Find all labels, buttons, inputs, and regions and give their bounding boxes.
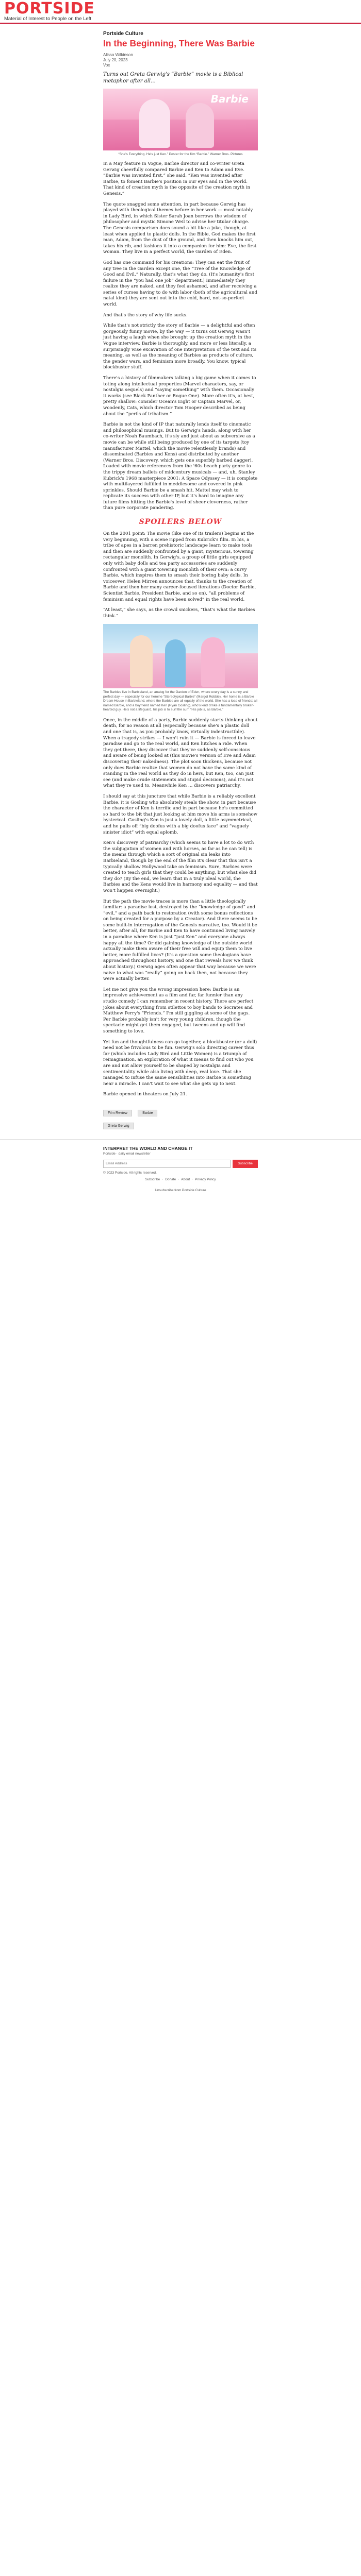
article-paragraph: God has one command for his creations: They can eat the fruit of any tree in the Garden except one, the “Tree of the Knowledge of Good and Evil.” Naturally, that's what they do. (It's humanity's first failure in the “you had one job” department.) Immediately they realize they are naked, and they feel ashamed, and after receiving a series of curses having to do with labor (both of the agricultural and natal kind) they are sent out into the cold, hard, not-so-perfect world. [103, 260, 257, 308]
article-title[interactable]: In the Beginning, There Was Barbie [103, 38, 255, 48]
source-label: Vox [103, 63, 110, 67]
footer-link-privacy[interactable]: Privacy Policy [195, 1177, 216, 1181]
article-paragraph: The quote snagged some attention, in part because Gerwig has played with theological themes before in her work — most notably in Lady Bird, in which Sister Sarah Joan borrows the wisdom of philosopher and mystic Simone Weil to advise her titular charge. The Genesis comparison does sound a bit like a joke, though, at least when applied to plastic dolls. In the Bible, God makes the first man, Adam, from the dust of the ground, and then knocks him out, takes his rib, and fashions it into a companion for him: Eve, the first woman. They live in a perfect world, the Garden of Eden. [103, 201, 257, 255]
newsletter-subtitle: Portside · daily email newsletter [103, 1151, 151, 1156]
tagline: Material of Interest to People on the Left [4, 16, 91, 22]
tag-list [103, 1106, 258, 1132]
article-paragraph: But the path the movie traces is more than a little theologically familiar: a paradise lost, destroyed by the “knowledge of good” and “evil,” and a path back to restoration (with some bonus reflections on being created for a purpose by a Creator). And there seems to be some built-in interrogation of the Genesis narrative, too. Would it be better, after all, for Barbie and Ken to have continued living naively in a paradise where Ken is just “just Ken” and everyone always happy all the time? Or did gaining knowledge of the outside world actually make them aware of their free will and equip them to live better, more fulfilled lives? (It's a question some theologians have approached throughout history, and one that reveals how we think about history.) Gerwig ages often appear that way because we were naive to what was “really” going on back then, not because they were actually better. [103, 899, 257, 982]
article-paragraph: “At least,” she says, as the crowd snickers, “that's what the Barbies think.” [103, 607, 255, 619]
article-paragraph: On the 2001 point: The movie (like one of its trailers) begins at the very beginning, with a scene ripped from Kubrick's film. In his, a tribe of apes in a barren prehistoric landscape learn to make tools and then are suddenly confronted by a giant, mysterious, towering rectangular monolith. In Gerwig's, a group of little girls equipped only with baby dolls and tea party accessories are suddenly confronted with a giant towering monolith of their own: a curvy Barbie, which inspires them to smash their boring baby dolls. In voiceover, Helen Mirren announces that, thanks to the creation of Barbie and then her many career-focused iterations (Doctor Barbie, Scientist Barbie, President Barbie, and so on), “all problems of feminism and equal rights have been solved” in the real world. [103, 531, 256, 602]
subscribe-button[interactable]: Subscribe [233, 1160, 258, 1168]
tag-film-review[interactable]: Film Review [103, 1110, 132, 1116]
author: Alissa Wilkinson [103, 53, 133, 57]
portside-logo[interactable]: PORTSIDE [4, 0, 95, 18]
hero-image [103, 89, 258, 150]
unsubscribe [103, 1189, 258, 1192]
spoilers-text: SPOILERS BELOW [139, 518, 222, 527]
footer-links: Subscribe · Donate · About · Privacy Policy [145, 1177, 216, 1181]
copyright: © 2023 Portside. All rights reserved. [103, 1171, 157, 1175]
article-deck: Turns out Greta Gerwig's “Barbie” movie is a Biblical metaphor after all... [103, 72, 243, 84]
subscribe-form [103, 1160, 258, 1168]
article-paragraph: Barbie is not the kind of IP that naturally lends itself to cinematic and philosophical musings. But to Gerwig's hands, along with her co-writer Noah Baumbach, it's sly and just about as subversive as a movie can be while still being produced by one of its targets (toy manufacturer Mattel, which the movie relentlessly brands) and disseminated (Barbies and Kens) and distributed by another (Warner Bros. Discovery, which gets one superbly barbed dagger). Loaded with movie references from the '60s beach party genre to the trippy dream ballets of midcentury musicals — and, uh, Stanley Kubrick's 1968 masterpiece 2001: A Space Odyssey — it is complete with multilayered fulfilled in meddlesome and covered in pink sprinkles. Should Barbie be a smash hit, Mattel may wish to replicate its success with other IP, but it's hard to imagine any future films hitting the Barbie's level of sheer cleverness, rather than pure corporate pandering. [103, 422, 258, 511]
tag-greta-gerwig[interactable]: Greta Gerwig [103, 1123, 134, 1129]
masthead [0, 0, 361, 24]
section-label[interactable]: Portside Culture [103, 31, 143, 37]
newsletter-title: INTERPRET THE WORLD AND CHANGE IT [103, 1145, 193, 1151]
article-paragraph: And that's the story of why life sucks. [103, 312, 188, 318]
article-paragraph: Yet fun and thoughtfulness can go together, a blockbuster (or a doll) need not be frivolous to be fun. Gerwig's solo directing career thus far (which includes Lady Bird and Little Women) is a triumph of reimagination, an exploration of what it means to find out who you are and not allow yourself to be shaped by nostalgia and sentimentality while also living with deep, real love. That she managed to infuse the same sensibilities into Barbie is something near a miracle. I can't wait to see what she gets up to next. [103, 1039, 257, 1087]
unsubscribe-link[interactable]: Unsubscribe from Portside Culture [155, 1188, 206, 1192]
article-body-top [103, 161, 258, 512]
article-paragraph: In a May feature in Vogue, Barbie director and co-writer Greta Gerwig cheerfully compared Barbie and Ken to Adam and Eve. “Barbie was invented first,” she said. “Ken was invented after Barbie, to foment Barbie's position in our eyes and in the world. That kind of creation myth is the opposite of the creation myth in Genesis.” [103, 161, 251, 196]
footer-link-subscribe[interactable]: Subscribe [145, 1177, 160, 1181]
footer-link-donate[interactable]: Donate [165, 1177, 176, 1181]
hero-caption: “She's Everything. He's just Ken.” Poster for the film “Barbie.” Warner Bros. Pictures [118, 152, 243, 156]
article-paragraph: Let me not give you the wrong impression here: Barbie is an impressive achievement as a film and far, far funnier than any studio comedy I can remember in recent history. There are perfect jokes about everything from stilettos to boy bands to Socrates and Matthew Perry's “Friends.” I'm still giggling at some of the gags. Per Barbie probably isn't for very young children, though the spectacle might get them engaged, but tweens and up will find something to love. [103, 987, 254, 1034]
article-paragraph: Barbie opened in theaters on July 21. [103, 1092, 187, 1097]
article-paragraph: There's a history of filmmakers talking a big game when it comes to toting along intellectual properties (Marvel characters, say, or nostalgia sequels) and “saying something” with them. Occasionally it works (see Black Panther or Rogue One). More often it's, at best, pretty shallow: consider Ocean's Eight or Captain Marvel, or, woodenly, Cats, which director Tom Hooper described as being about the “perils of tribalism.” [103, 376, 256, 417]
article-paragraph: I should say at this juncture that while Barbie is a reliably excellent Barbie, it is Gosling who absolutely steals the show, in part because the character of Ken is terrific and in part because he's committed so hard to the bit that just looking at him move his arms is somehow hysterical. Gosling's Ken is just a lovely doll, a little asymmetrical, and he pulls off “big doofus with a big doofus face” and “vaguely sinister idiot” with equal aplomb. [103, 794, 258, 835]
still-photo [103, 624, 258, 688]
article-body-bottom [103, 718, 258, 1098]
article [103, 24, 258, 1132]
article-paragraph: Once, in the middle of a party, Barbie suddenly starts thinking about death, for no reason at all (especially because she's a plastic doll and one that is, as you probably know, virtually indestructible). When a tragedy strikes — I won't ruin it — Barbie is forced to leave paradise and go to the real world, and Ken hitches a ride. When they get there, they discover that they've suddenly self-conscious and aware of being looked at (this movie's version of Eve and Adam discovering their nakedness). The plot soon thickens, because not only does Barbie realize that women do not have the same kind of standing in the real world as they do in hers, but Ken, too, can just see (and make crude statements and stupid decisions), and it's not what they're used to. Meanwhile Ken … discovers patriarchy. [103, 717, 258, 789]
article-paragraph: While that's not strictly the story of Barbie — a delightful and often gorgeously funny movie, by the way — it turns out Gerwig wasn't just having a laugh when she brought up the creation myth in the Vogue interview. Barbie is thoroughly, and more or less literally, a surprisingly wise excavation of one interpretation of the text and its meaning, as well as the meaning of Barbies as products of culture, the gender wars, and feminism more broadly. You know, typical blockbuster stuff. [103, 323, 257, 370]
article-paragraph: Ken's discovery of patriarchy (which seems to have a lot to do with the subjugation of women and with horses, as far as he can tell) is the means through which a sort of original sin leaks into Barbieland, though by the end of the film it's clear that this isn't a typically shallow Hollywood take on feminism. Sure, Barbies were created to teach girls that they could be anything, but what else did they do? (By the end, we learn that in a truly ideal world, the Barbies and the Kens would live in harmony and equality — and that won't happen overnight.) [103, 840, 258, 893]
publish-date: July 20, 2023 [103, 58, 128, 62]
email-field[interactable] [103, 1160, 231, 1168]
footer [0, 1139, 361, 1200]
hero-sign: Barbie [210, 93, 249, 105]
still-caption: The Barbies live in Barbieland, an analog for the Garden of Eden, where every day is a sunny and perfect day — especially for our heroine “Stereotypical Barbie” (Margot Robbie). Her home is a Barbie Dream House in Barbieland, where the Barbies are all equally of the world. She has a load of friends: all named Barbie, and a boyfriend named Ken (Ryan Gosling), who's kind of like a fundamentally broken-hearted guy. He's not a lifeguard, his job is to surf the surf. “His job is, as Barbie.” [103, 690, 257, 712]
byline [103, 53, 258, 68]
spoilers-banner [103, 518, 258, 526]
article-body-mid [103, 531, 258, 619]
tag-barbie[interactable]: Barbie [138, 1110, 157, 1116]
footer-link-about[interactable]: About [181, 1177, 190, 1181]
